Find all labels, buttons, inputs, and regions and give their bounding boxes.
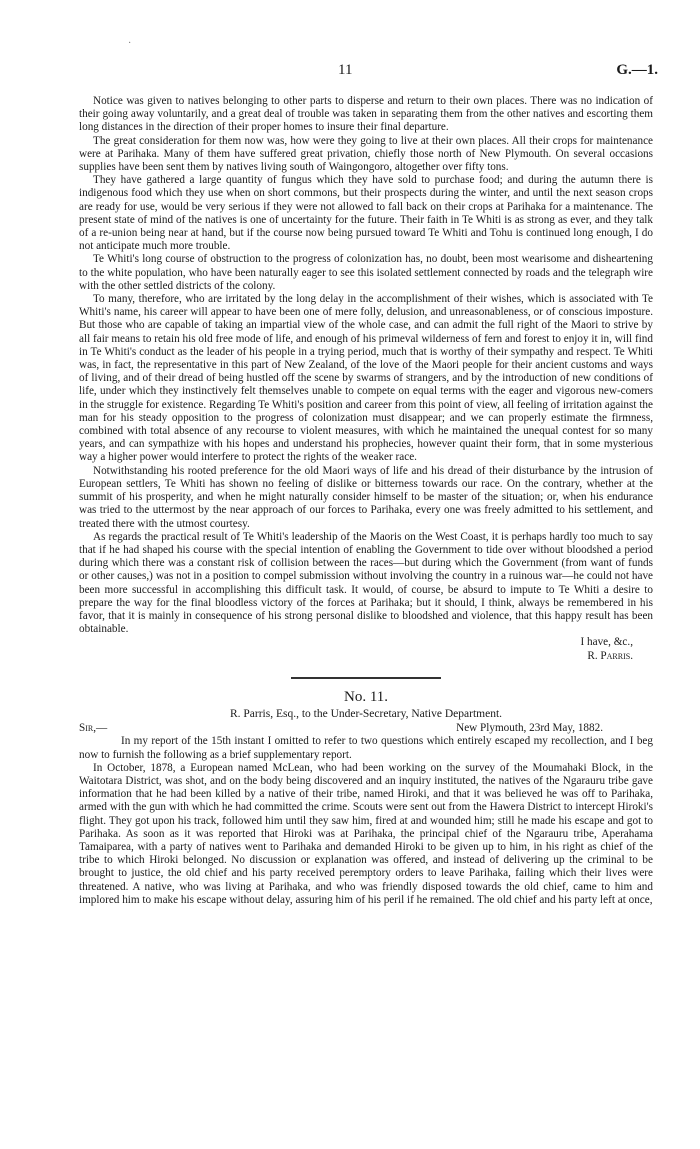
valediction: I have, &c., <box>580 636 633 649</box>
letter-addressee: R. Parris, Esq., to the Under-Secretary, Native Department. <box>229 707 503 720</box>
paragraph: Notice was given to natives belonging to other parts to disperse and return to their own places. There was no indication of their going away voluntarily, and a great deal of trouble was taken in separating them from the other natives and escorting them long distances in the direction of their proper homes to insure their final departure. <box>79 95 653 134</box>
paragraph: In my report of the 15th instant I omitted to refer to two questions which entirely escaped my recollection, and I beg now to furnish the following as a brief supplementary report. <box>79 735 653 761</box>
document-body <box>79 95 653 907</box>
page-number: 11 <box>338 62 353 78</box>
paragraph: In October, 1878, a European named McLean, who had been working on the survey of the Moumahaki Block, in the Waitotara District, was shot, and on the body being discovered and an inquiry instituted, the natives of the Ngarauru tribe gave information that he had been killed by a native of their tribe, named Hiroki, and that it was believed he was off to Parihaka, armed with the gun with which he had committed the crime. Scouts were sent out from the Hawera District to intercept Hiroki's flight. They got upon his track, followed him until they saw him, fired at and wounded him; still he made his escape and got to Parihaka. As soon as it was reported that Hiroki was at Parihaka, the principal chief of the Ngarauru tribe, Aperahama Tamaiparea, with a party of natives went to Parihaka and demanded Hiroki to be given up to him, in his right as chief of the tribe to which Hiroki belonged. No discussion or explanation was offered, and instead of delivering up the criminal to be brought to justice, the old chief and his party received peremptory orders to leave Parihaka, failing which their lives were threatened. A native, who was living at Parihaka, and who was friendly disposed towards the old chief, came to him and implored him to make his escape without delay, assuring him of his peril if he remained. The old chief and his party left at once, <box>79 761 653 906</box>
letter-number-heading: No. 11. <box>343 688 389 705</box>
document-reference: G.—1. <box>616 62 658 78</box>
signature: R. Parris. <box>587 649 633 662</box>
paragraph: The great consideration for them now was, how were they going to live at their own places. All their crops for maintenance were at Parihaka. Many of them have suffered great privation, chiefly those north of New Plymouth. On several occasions supplies have been sent them by natives living south of Waingongoro, altogether over fifty tons. <box>79 134 653 174</box>
paragraph: Te Whiti's long course of obstruction to the progress of colonization has, no doubt, been most wearisome and disheartening to the white population, who have been naturally eager to see this isolated settlement connected by roads and the telegraph wire with the other settled districts of the colony. <box>79 253 653 292</box>
paragraph: Notwithstanding his rooted preference for the old Maori ways of life and his dread of their disturbance by the intrusion of European settlers, Te Whiti has shown no feeling of dislike or bitterness towards our race. On the contrary, whether at the summit of his prosperity, and when he might naturally consider himself to be master of the situation; or, when his endurance was tried to the uttermost by the near approach of our forces to Parihaka, every one was freely admitted to his settlement, and treated there with the utmost courtesy. <box>79 464 653 530</box>
paragraph: To many, therefore, who are irritated by the long delay in the accomplishment of their wishes, which is associated with Te Whiti's name, his career will appear to have been one of mere folly, delusion, and unreasonableness, or of conscious imposture. But those who are capable of taking an impartial view of the whole case, and can admit the full right of the Maori to strive by all fair means to retain his old free mode of life, and enough of his primeval wilderness of fern and forest to enjoy it in, will find in Te Whiti's conduct as the leader of his people in a trying period, much that is worthy of their sympathy and respect. Te Whiti was, in fact, the representative in this part of New Zealand, of the love of the Maori people for their ancient customs and ways of living, and of their dread of being hustled off the scene by swarms of strangers, and by the introduction of new conditions of life, under which they instinctively felt themselves unable to compete on equal terms with the eager and vigorous new-comers in the struggle for existence. Regarding Te Whiti's position and career from this point of view, all feeling of irritation against the man for his steady opposition to the progress of colonization must disappear; and we can properly estimate the firmness, combined with total absence of any recourse to violent measures, with which he maintained the unequal contest for so many years, and can sympathize with his hopes and understand his prophecies, however quaint their form, that in some mysterious way a higher power would interfere to protect the rights of the weaker race. <box>79 293 653 464</box>
salutation-line <box>79 722 653 735</box>
section-divider <box>291 677 441 679</box>
speck-mark: · <box>128 38 132 49</box>
paragraph: They have gathered a large quantity of fungus which they have sold to purchase food; and during the autumn there is indigenous food which they use when on short commons, but their prospects during the winter, and until the next season crops are ready for use, would be very serious if they were not allowed to fall back on their crops at Parihaka for a maintenance. The present state of mind of the natives is one of uncertainty for the future. Their faith in Te Whiti is as strong as ever, and they talk of a re-union being near at hand, but if the course now being pursued toward Te Whiti and Tohu is continued long enough, I do not anticipate much more trouble. <box>79 174 653 253</box>
paragraph: As regards the practical result of Te Whiti's leadership of the Maoris on the West Coast, it is perhaps hardly too much to say that if he had shaped his course with the special intention of enabling the Government to tide over without bloodshed a period during which there was a constant risk of collision between the races—but during which the Government (from want of funds or other causes,) was not in a position to compel submission without involving the country in a ruinous war—he could not have been more successful in accomplishing this difficult task. It would, of course, be absurd to impute to Te Whiti a desire to prepare the way for the final bloodless victory of the forces at Parihaka; but it should, I think, always be remembered in his favor, that it is mainly in consequence of his strong personal dislike to bloodshed and violence, that this happy result has been obtainable. <box>79 530 653 636</box>
place-date: New Plymouth, 23rd May, 1882. <box>456 722 603 735</box>
salutation: Sir,— <box>79 722 108 735</box>
